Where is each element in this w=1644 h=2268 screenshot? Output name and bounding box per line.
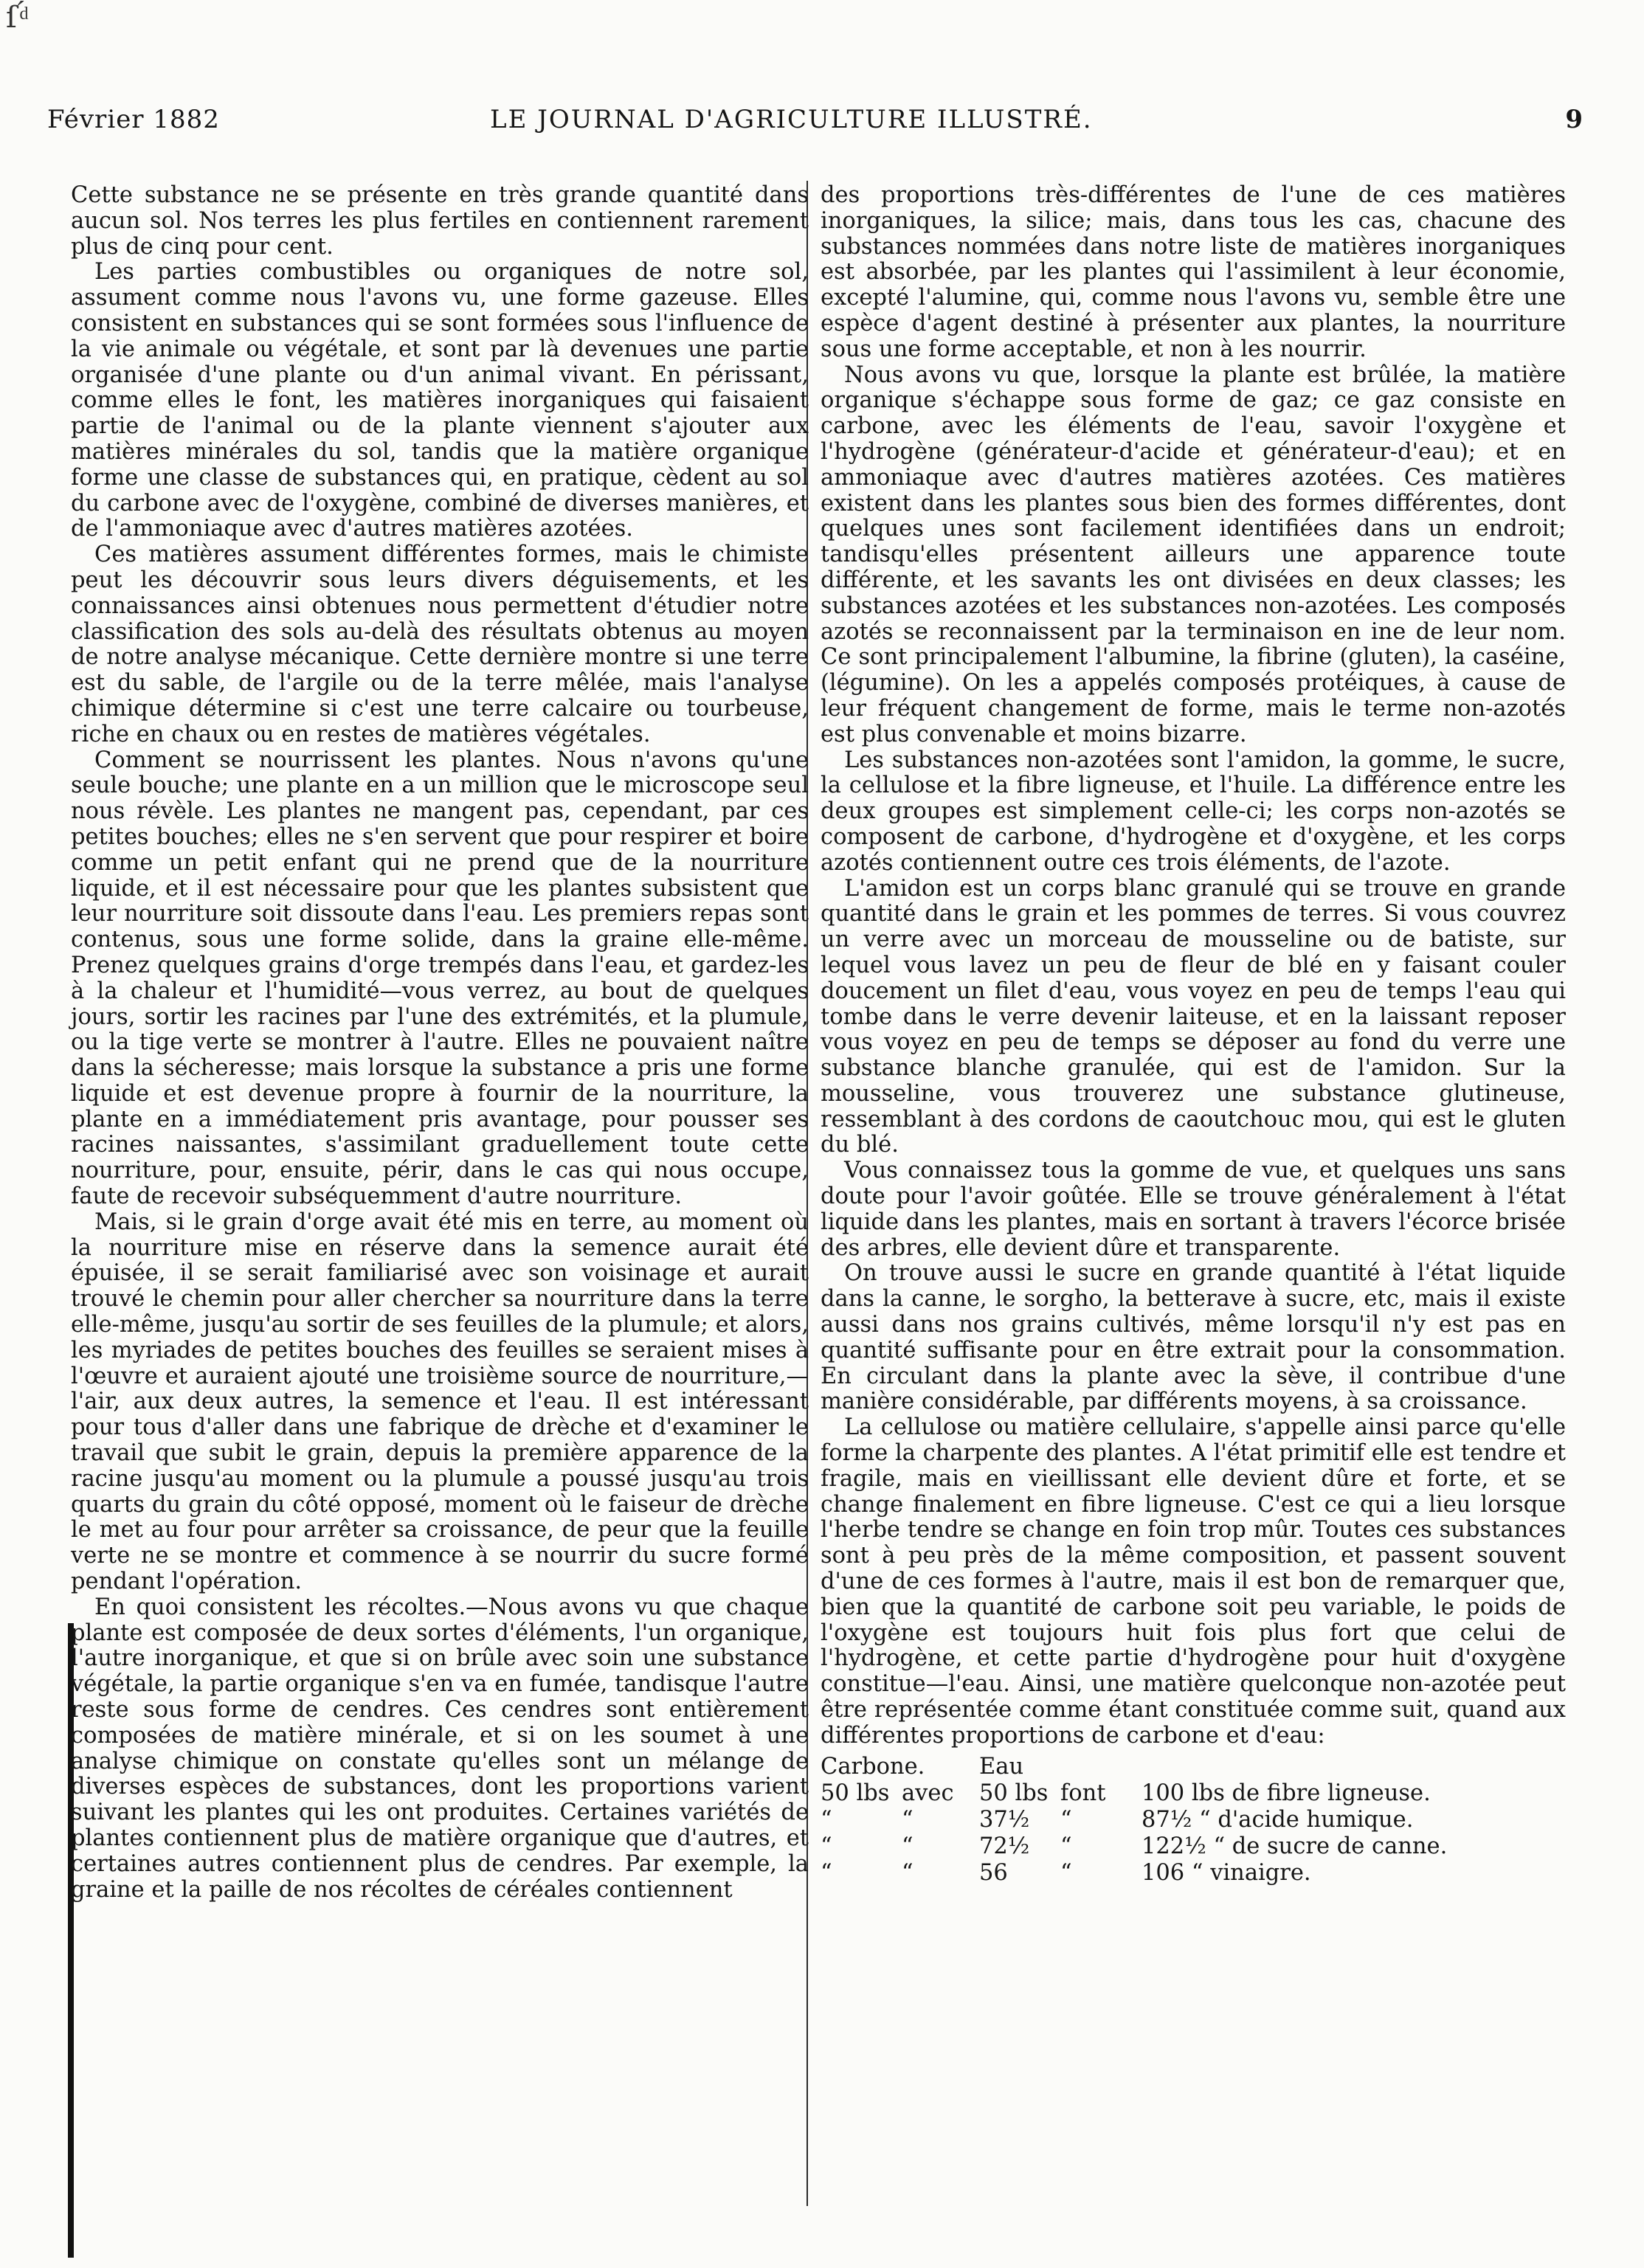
table-cell: “ — [1060, 1859, 1072, 1886]
table-cell: “ — [902, 1859, 913, 1886]
table-header-row — [821, 1754, 1566, 1780]
table-cell: font — [1060, 1780, 1106, 1806]
composition-table — [821, 1754, 1566, 1887]
paragraph: L'amidon est un corps blanc granulé qui se trouve en grande quantité dans le grain et les pommes de terres. Si vous couvrez un verre avec un morceau de mousseline ou de batiste, sur lequel vous lavez un peu de fleur de blé en y faisant couler doucement un filet d'eau, vous voyez en peu de temps l'eau qui tombe dans le verre devenir laiteuse, et en la laissant reposer vous voyez en peu de temps se déposer au fond du verre une substance blanche granulée, qui est de l'amidon. Sur la mousseline, vous trouverez une substance glutineuse, ressemblant à des cordons de caoutchouc mou, qui est le gluten du blé. — [821, 875, 1566, 1158]
table-cell: 72½ — [979, 1833, 1030, 1859]
table-cell: 50 lbs — [979, 1780, 1049, 1806]
table-cell: 87½ “ d'acide humique. — [1142, 1806, 1414, 1833]
left-column — [71, 183, 809, 1903]
paragraph: Vous connaissez tous la gomme de vue, et quelques uns sans doute pour l'avoir goûtée. Elle se trouve généralement à l'état liquide dans les plantes, mais en sortant à travers l'écorce brisée des arbres, elle devient dûre et transparente. — [821, 1158, 1566, 1261]
table-cell: “ — [1060, 1806, 1072, 1833]
table-cell: 56 — [979, 1859, 1008, 1886]
header-date: Février 1882 — [47, 105, 220, 134]
table-cell: “ — [821, 1833, 832, 1859]
paragraph: Nous avons vu que, lorsque la plante est brûlée, la matière organique s'échappe sous forme de gaz; ce gaz consiste en carbone, avec les éléments de l'eau, savoir l'oxygène et l'hydrogène (générateur-d'acide et générateur-d'eau); et en ammoniaque avec d'autres matières azotées. Ces matières existent dans les plantes sous bien des formes différentes, dont quelques unes sont facilement identifiées dans un endroit; tandisqu'elles présentent ailleurs une apparence toute différente, et les savants les ont divisées en deux classes; les substances azotées et les substances non-azotées. Les composés azotés se reconnaissent par la terminaison en ine de leur nom. Ce sont principalement l'albumine, la fibrine (gluten), la caséine, (légumine). On les a appelés composés protéiques, à cause de leur fréquent changement de forme, mais le terme non-azotés est plus convenable et moins bizarre. — [821, 362, 1566, 747]
table-cell: 122½ “ de sucre de canne. — [1142, 1833, 1448, 1859]
table-cell: “ — [1060, 1833, 1072, 1859]
table-cell: 100 lbs de fibre ligneuse. — [1142, 1780, 1431, 1806]
right-column — [821, 183, 1566, 1887]
table-cell: avec — [902, 1780, 954, 1806]
table-row — [821, 1780, 1566, 1807]
paragraph: Mais, si le grain d'orge avait été mis en terre, au moment où la nourriture mise en réserve dans la semence aurait été épuisée, il se serait familiarisé avec son voisinage et aurait trouvé le chemin pour aller chercher sa nourriture dans la terre elle-même, jusqu'au sortir de ses feuilles de la plumule; et alors, les myriades de petites bouches des feuilles se seraient mises à l'œuvre et auraient ajouté une troisième source de nourriture,—l'air, aux deux autres, la semence et l'eau. Il est intéressant pour tous d'aller dans une fabrique de drèche et d'examiner le travail que subit le grain, depuis la première apparence de la racine jusqu'au moment ou la plumule a poussé jusqu'au trois quarts du grain du côté opposé, moment où le faiseur de drèche le met au four pour arrêter sa croissance, de peur que la feuille verte ne se montre et commence à se nourrir du sucre formé pendant l'opération. — [71, 1209, 809, 1595]
table-cell: 50 lbs — [821, 1780, 890, 1806]
page-header — [47, 105, 1589, 149]
journal-title: LE JOURNAL D'AGRICULTURE ILLUSTRÉ. — [490, 105, 1093, 134]
table-cell: 106 “ vinaigre. — [1142, 1859, 1311, 1886]
paragraph: Comment se nourrissent les plantes. Nous n'avons qu'une seule bouche; une plante en a un million que le microscope seul nous révèle. Les plantes ne mangent pas, cependant, par ces petites bouches; elles ne s'en servent que pour respirer et boire comme un petit enfant qui ne prend que de la nourriture liquide, et il est nécessaire pour que les plantes subsistent que leur nourriture soit dissoute dans l'eau. Les premiers repas sont contenus, sous une forme solide, dans la graine elle-même. Prenez quelques grains d'orge trempés dans l'eau, et gardez-les à la chaleur et l'humidité—vous verrez, au bout de quelques jours, sortir les racines par l'une des extrémités, et la plumule, ou la tige verte se montrer à l'autre. Elles ne pouvaient naître dans la sécheresse; mais lorsque la substance a pris une forme liquide et est devenue propre à fournir de la nourriture, la plante en a immédiatement pris avantage, pour pousser ses racines naissantes, s'assimilant graduellement toute cette nourriture, pour, ensuite, périr, dans le cas qui nous occupe, faute de recevoir subséquemment d'autre nourriture. — [71, 747, 809, 1210]
paragraph: Les parties combustibles ou organiques de notre sol, assument comme nous l'avons vu, une forme gazeuse. Elles consistent en substances qui se sont formées sous l'influence de la vie animale ou végétale, et sont par là devenues une partie organisée d'une plante ou d'un animal vivant. En périssant, comme elles le font, les matières inorganiques qui faisaient partie de l'animal ou de la plante viennent s'ajouter aux matières minérales du sol, tandis que la matière organique forme une classe de substances qui, en pratique, cèdent au sol du carbone avec de l'oxygène, combiné de diverses manières, et de l'ammoniaque avec d'autres matières azotées. — [71, 259, 809, 542]
table-row — [821, 1860, 1566, 1887]
table-header-cell: Carbone. — [821, 1753, 925, 1780]
table-row — [821, 1833, 1566, 1860]
table-cell: “ — [821, 1859, 832, 1886]
corner-marks: ſ ́ͩ — [6, 1, 24, 35]
paragraph: des proportions très-différentes de l'une de ces matières inorganiques, la silice; mais, dans tous les cas, chacune des substances nommées dans notre liste de matières inorganiques est absorbée, par les plantes qui l'assimilent à leur économie, excepté l'alumine, qui, comme nous l'avons vu, semble être une espèce d'agent destiné à présenter aux plantes, la nourriture sous une forme acceptable, et non à les nourrir. — [821, 182, 1566, 362]
paragraph: On trouve aussi le sucre en grande quantité à l'état liquide dans la canne, le sorgho, la betterave à sucre, etc, mais il existe aussi dans nos grains cultivés, même lorsqu'il n'y est pas en quantité suffisante pour en être extrait pour la consommation. En circulant dans la plante avec la sève, il contribue d'une manière considérable, par différents moyens, à sa croissance. — [821, 1260, 1566, 1415]
table-row — [821, 1807, 1566, 1833]
table-header-cell: Eau — [979, 1753, 1024, 1780]
paragraph: Cette substance ne se présente en très grande quantité dans aucun sol. Nos terres les plus fertiles en contiennent rarement plus de cinq pour cent. — [71, 182, 809, 260]
paragraph: Ces matières assument différentes formes, mais le chimiste peut les découvrir sous leurs divers déguisements, et les connaissances ainsi obtenues nous permettent d'étudier notre classification des sols au-delà des résultats obtenus au moyen de notre analyse mécanique. Cette dernière montre si une terre est du sable, de l'argile ou de la terre mêlée, mais l'analyse chimique détermine si c'est une terre calcaire ou tourbeuse, riche en chaux ou en restes de matières végétales. — [71, 542, 809, 747]
paragraph: En quoi consistent les récoltes.—Nous avons vu que chaque plante est composée de deux sortes d'éléments, l'un organique, l'autre inorganique, et que si on brûle avec soin une substance végétale, la partie organique s'en va en fumée, tandisque l'autre reste sous forme de cendres. Ces cendres sont entièrement composées de matière minérale, et si on les soumet à une analyse chimique on constate qu'elles sont un mélange de diverses espèces de substances, dont les proportions varient suivant les plantes qui les ont produites. Certaines variétés de plantes contiennent plus de matière organique que d'autres, et certaines autres contiennent plus de cendres. Par exemple, la graine et la paille de nos récoltes de céréales contiennent — [71, 1594, 809, 1903]
paragraph: Les substances non-azotées sont l'amidon, la gomme, le sucre, la cellulose et la fibre ligneuse, et l'huile. La différence entre les deux groupes est simplement celle-ci; les corps non-azotés se composent de carbone, d'hydrogène et d'oxygène, et les corps azotés contiennent outre ces trois éléments, de l'azote. — [821, 747, 1566, 876]
page-number: 9 — [1565, 105, 1583, 134]
table-cell: “ — [821, 1806, 832, 1833]
paragraph: La cellulose ou matière cellulaire, s'appelle ainsi parce qu'elle forme la charpente des plantes. A l'état primitif elle est tendre et fragile, mais en vieillissant elle devient dûre et forte, et se change finalement en fibre ligneuse. C'est ce qui a lieu lorsque l'herbe tendre se change en foin trop mûr. Toutes ces substances sont à peu près de la même composition, et passent souvent d'une de ces formes à l'autre, mais il est bon de remarquer que, bien que la quantité de carbone soit peu variable, le poids de l'oxygène est toujours huit fois plus fort que celui de l'hydrogène, et cette partie d'hydrogène pour huit d'oxygène constitue—l'eau. Ainsi, une matière quelconque non-azotée peut être représentée comme étant constituée comme suit, quand aux différentes proportions de carbone et d'eau: — [821, 1414, 1566, 1749]
table-cell: 37½ — [979, 1806, 1030, 1833]
table-cell: “ — [902, 1806, 913, 1833]
table-cell: “ — [902, 1833, 913, 1859]
